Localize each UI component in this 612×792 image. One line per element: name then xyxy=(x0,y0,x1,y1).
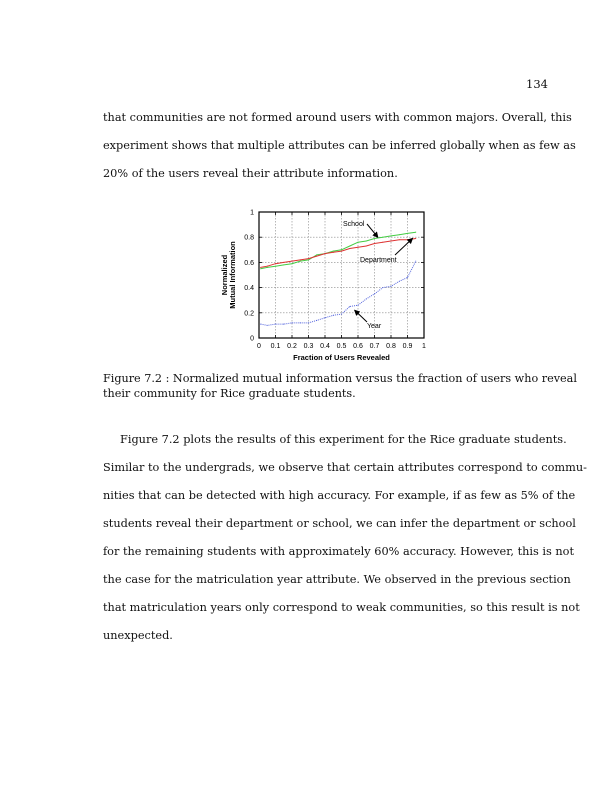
data-point-department xyxy=(283,262,284,263)
data-point-school xyxy=(349,246,350,247)
data-point-year xyxy=(374,293,375,294)
paragraph-2 xyxy=(103,426,587,650)
text-line: the case for the matriculation year attribute. We observed in the previous section xyxy=(103,573,571,586)
data-point-department xyxy=(391,240,392,241)
x-tick-label: 0.5 xyxy=(336,343,347,350)
x-tick-label: 0.2 xyxy=(287,343,297,350)
text-line: Similar to the undergrads, we observe that certain attributes correspond to commu- xyxy=(103,461,587,474)
series-line-year xyxy=(261,261,416,325)
data-point-year xyxy=(260,324,261,325)
data-point-school xyxy=(391,235,392,236)
data-point-year xyxy=(308,322,309,323)
text-line: unexpected. xyxy=(103,629,173,642)
y-tick-label: 0.4 xyxy=(244,285,254,293)
y-axis-label-line-1: Normalized xyxy=(220,254,229,296)
data-point-year xyxy=(316,320,317,321)
data-point-school xyxy=(407,233,408,234)
data-point-department xyxy=(415,238,416,239)
data-point-department xyxy=(407,239,408,240)
data-point-year xyxy=(267,325,268,326)
data-point-department xyxy=(366,246,367,247)
data-point-department xyxy=(275,263,276,264)
annotation-arrow-department xyxy=(395,238,412,255)
data-point-school xyxy=(399,234,400,235)
data-point-year xyxy=(366,298,367,299)
data-point-school xyxy=(300,261,301,262)
data-point-year xyxy=(358,305,359,306)
data-point-school xyxy=(275,266,276,267)
data-point-school xyxy=(308,259,309,260)
figure-caption xyxy=(103,371,577,401)
data-point-school xyxy=(358,242,359,243)
data-point-year xyxy=(391,286,392,287)
data-point-year xyxy=(349,306,350,307)
figure-chart xyxy=(0,0,612,380)
caption-line: their community for Rice graduate students. xyxy=(103,387,356,400)
data-point-year xyxy=(407,277,408,278)
data-point-year xyxy=(325,317,326,318)
annotation-arrow-school xyxy=(367,224,378,237)
ticks xyxy=(244,210,426,351)
data-point-school xyxy=(260,268,261,269)
data-point-department xyxy=(382,242,383,243)
x-tick-label: 0.9 xyxy=(402,343,413,350)
y-tick-label: 0.8 xyxy=(244,234,254,242)
y-tick-label: 1 xyxy=(250,209,254,217)
data-point-school xyxy=(283,264,284,265)
data-point-school xyxy=(341,249,342,250)
caption-line: Figure 7.2 : Normalized mutual information versus the fraction of users who reveal xyxy=(103,372,577,385)
y-tick-label: 0 xyxy=(250,335,254,343)
data-point-department xyxy=(349,248,350,249)
y-axis-label xyxy=(220,241,237,309)
text-line: nities that can be detected with high accuracy. For example, if as few as 5% of the xyxy=(103,489,576,502)
data-point-department xyxy=(292,261,293,262)
data-point-year xyxy=(399,281,400,282)
data-point-department xyxy=(300,259,301,260)
data-point-year xyxy=(415,261,416,262)
text-line: 20% of the users reveal their attribute information. xyxy=(103,167,398,180)
x-axis-label: Fraction of Users Revealed xyxy=(293,353,390,362)
data-point-department xyxy=(358,247,359,248)
y-tick-label: 0.2 xyxy=(244,310,254,318)
x-tick-label: 0 xyxy=(257,343,261,350)
annotation-label-school: School xyxy=(343,221,365,228)
data-point-school xyxy=(333,251,334,252)
y-axis-label-line-2: Mutual Information xyxy=(228,241,237,309)
data-point-school xyxy=(382,237,383,238)
x-tick-label: 0.6 xyxy=(353,343,363,350)
data-point-school xyxy=(292,263,293,264)
annotation-label-department: Department xyxy=(360,257,397,264)
data-point-department xyxy=(316,256,317,257)
text-line: for the remaining students with approximately 60% accuracy. However, this is not xyxy=(103,545,575,558)
data-point-department xyxy=(341,251,342,252)
data-point-year xyxy=(341,314,342,315)
x-tick-label: 0.4 xyxy=(320,343,330,350)
series-layer xyxy=(260,232,416,326)
page-number: 134 xyxy=(526,77,548,91)
x-tick-label: 0.7 xyxy=(369,343,380,350)
data-point-school xyxy=(316,254,317,255)
data-point-school xyxy=(374,238,375,239)
data-point-school xyxy=(366,240,367,241)
text-line: that communities are not formed around users with common majors. Overall, this xyxy=(103,111,572,124)
data-point-department xyxy=(325,253,326,254)
data-point-school xyxy=(415,232,416,233)
data-point-department xyxy=(260,267,261,268)
text-line: students reveal their department or school, we can infer the department or school xyxy=(103,517,576,530)
data-point-year xyxy=(283,324,284,325)
x-tick-label: 0.1 xyxy=(270,343,281,350)
text-line: that matriculation years only correspond to weak communities, so this result is not xyxy=(103,601,580,614)
data-point-year xyxy=(333,315,334,316)
grid xyxy=(259,212,424,338)
y-tick-label: 0.6 xyxy=(244,259,254,267)
data-point-year xyxy=(382,287,383,288)
data-point-department xyxy=(374,243,375,244)
text-line: Figure 7.2 plots the results of this experiment for the Rice graduate students. xyxy=(120,433,567,446)
x-tick-label: 0.3 xyxy=(303,343,314,350)
data-point-year xyxy=(275,324,276,325)
x-tick-label: 0.8 xyxy=(386,343,396,350)
annotation-arrow-year xyxy=(355,310,367,322)
data-point-school xyxy=(267,267,268,268)
data-point-department xyxy=(308,258,309,259)
data-point-year xyxy=(300,322,301,323)
text-line: experiment shows that multiple attributes can be inferred globally when as few as xyxy=(103,139,576,152)
x-tick-label: 1 xyxy=(422,343,426,350)
data-point-department xyxy=(399,239,400,240)
data-point-year xyxy=(292,322,293,323)
data-point-department xyxy=(333,252,334,253)
annotation-label-year: Year xyxy=(367,323,382,330)
data-point-department xyxy=(267,266,268,267)
